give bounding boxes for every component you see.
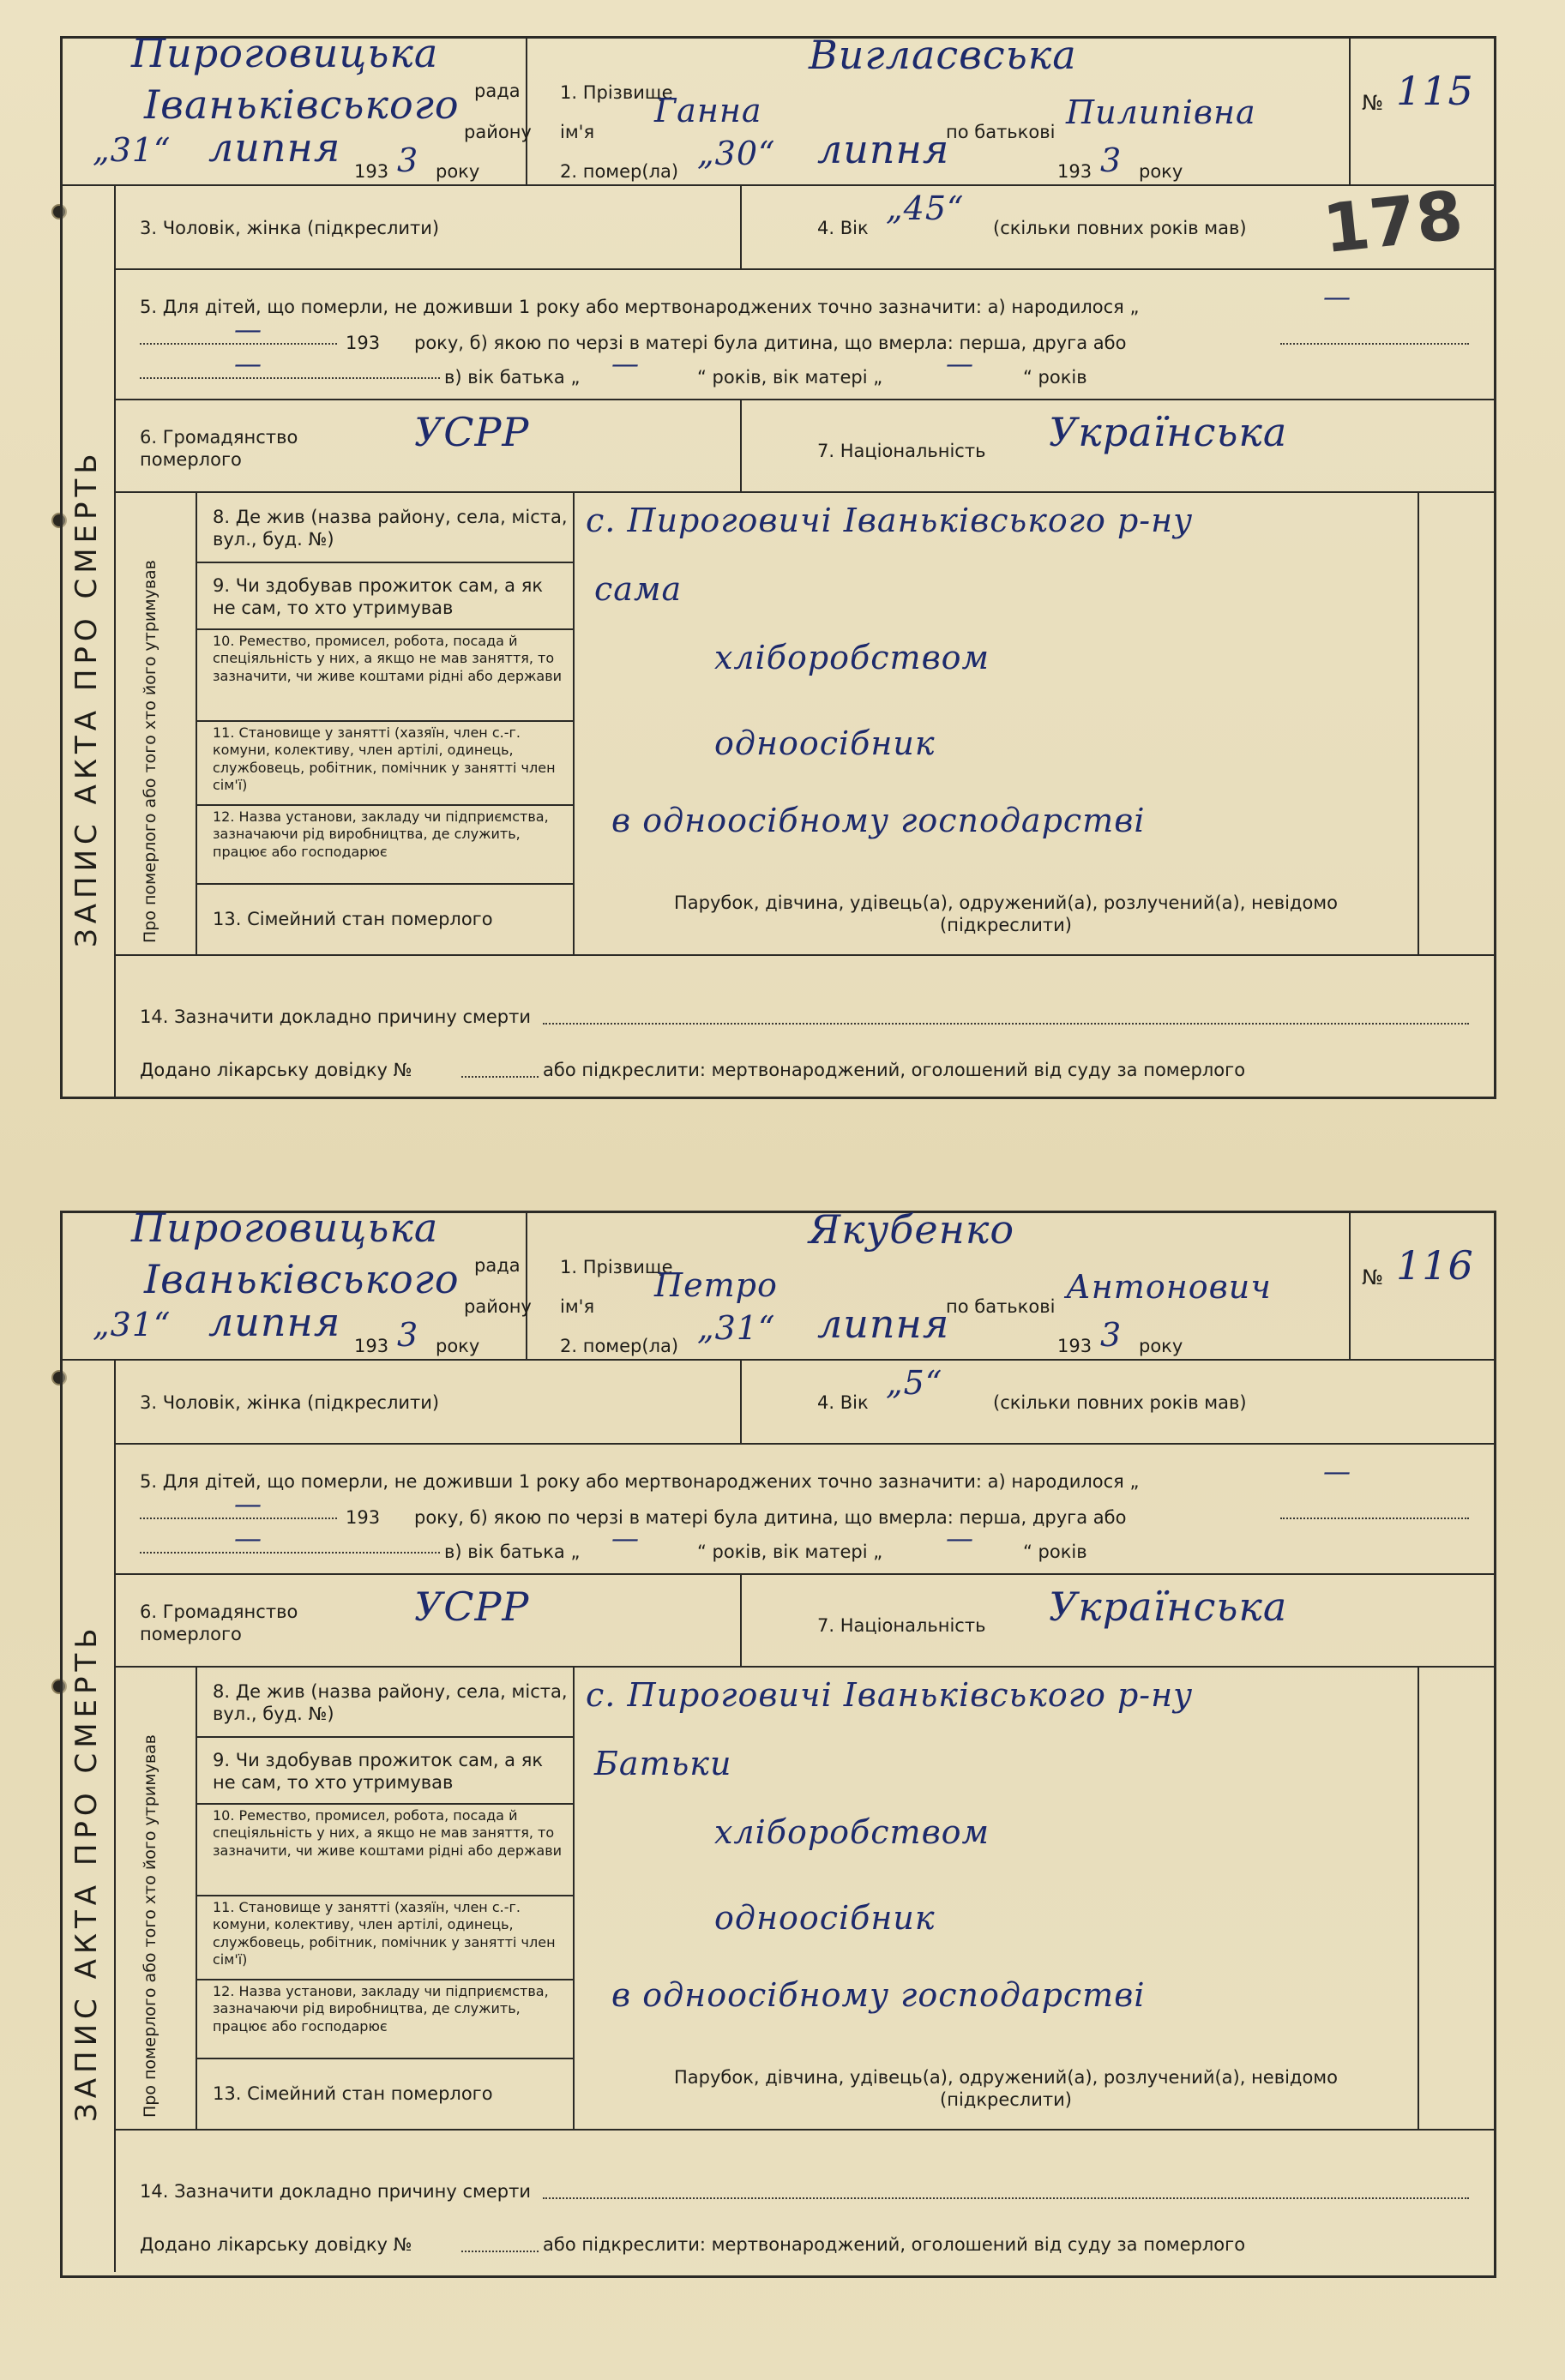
workplace-value: в одноосібному господарстві xyxy=(611,1976,1146,2014)
q4-age-suffix: (скільки повних років мав) xyxy=(993,218,1247,238)
age-value: „5“ xyxy=(886,1364,943,1402)
q9-livelihood-label: 9. Чи здобував прожиток сам, а як не сам, то хто утримував xyxy=(213,575,544,619)
record-number-label: № xyxy=(1362,91,1383,115)
q8-residence-label: 8. Де жив (назва району, села, міста, вул., буд. №) xyxy=(213,1681,568,1725)
side-title: ЗАПИС АКТА ПРО СМЕРТЬ xyxy=(69,1623,104,2122)
registration-year-digit: 3 xyxy=(397,141,419,179)
death-month: липня xyxy=(817,126,950,172)
q5-mother-age-dash: — xyxy=(946,1522,974,1554)
q5-line2-text: року, б) якою по черзі в матері була дитина, що вмерла: перша, друга або xyxy=(414,333,1127,353)
patronymic-value: Пилипівна xyxy=(1066,93,1256,131)
name-label: ім'я xyxy=(560,122,595,142)
q7-nationality-label: 7. Національність xyxy=(817,441,986,461)
registration-month: липня xyxy=(208,124,341,171)
district-name: Іваньківського xyxy=(144,1256,460,1302)
q4-age-suffix: (скільки повних років мав) xyxy=(993,1392,1247,1413)
surname-value: Вигласвська xyxy=(809,32,1077,78)
registration-year-suffix: року xyxy=(436,161,480,182)
council-suffix: рада xyxy=(474,81,521,101)
registration-month: липня xyxy=(208,1299,341,1345)
q5-mother-age-dash: — xyxy=(946,347,974,380)
patronymic-label: по батькові xyxy=(946,122,1056,142)
q12-workplace-label: 12. Назва установи, закладу чи підприємства, зазначаючи рід виробництва, де служить, працює або господарює xyxy=(213,1983,549,2034)
position-value: одноосібник xyxy=(714,1899,936,1937)
q9-livelihood-label: 9. Чи здобував прожиток сам, а як не сам, то хто утримував xyxy=(213,1750,544,1794)
q4-age-prefix: 4. Вік xyxy=(817,1392,869,1413)
district-name: Іваньківського xyxy=(144,81,460,128)
pencil-mark: 178 xyxy=(1319,177,1467,269)
marital-options: Парубок, дівчина, удівець(а), одружений(а), розлучений(а), невідомо (підкреслити) xyxy=(673,2067,1338,2111)
q3-sex-label: 3. Чоловік, жінка (підкреслити) xyxy=(140,1392,440,1413)
nationality-value: Українська xyxy=(1049,1584,1288,1630)
death-year-digit: 3 xyxy=(1100,141,1123,179)
q11-position-label: 11. Становище у заняттi (хазяїн, член с.-г. комуни, колективу, член артілі, одинець, службовець, робітник, помічник у заняттi член сім'ї) xyxy=(213,724,556,794)
livelihood-value: Батьки xyxy=(594,1745,732,1782)
record-number-label: № xyxy=(1362,1265,1383,1289)
position-value: одноосібник xyxy=(714,724,936,762)
registration-day: „31“ xyxy=(93,1306,172,1343)
age-value: „45“ xyxy=(886,189,965,227)
patronymic-value: Антонович xyxy=(1066,1268,1272,1306)
district-suffix: району xyxy=(464,1296,532,1317)
side-subtitle: Про померлого або того хто його утримував xyxy=(141,1734,160,2118)
death-record-form-2 xyxy=(60,1205,1496,2278)
district-suffix: району xyxy=(464,122,532,142)
q11-position-label: 11. Становище у заняттi (хазяїн, член с.-г. комуни, колективу, член артілі, одинець, службовець, робітник, помічник у заняттi член сім'ї) xyxy=(213,1899,556,1968)
side-subtitle: Про померлого або того хто його утримував xyxy=(141,560,160,943)
death-year-prefix: 193 xyxy=(1057,161,1092,182)
surname-label: 1. Прізвище xyxy=(560,1257,673,1277)
q12-workplace-label: 12. Назва установи, закладу чи підприємства, зазначаючи рід виробництва, де служить, працює або господарює xyxy=(213,808,549,860)
registration-year-suffix: року xyxy=(436,1336,480,1356)
surname-label: 1. Прізвище xyxy=(560,82,673,103)
record-number: 115 xyxy=(1396,68,1474,114)
q5-mother-age-label: “ років, вік матері „ xyxy=(697,1542,883,1562)
death-date-label: 2. помер(ла) xyxy=(560,1336,679,1356)
council-name: Пироговицька xyxy=(131,1205,439,1251)
q5-line2-year: 193 xyxy=(346,1507,381,1528)
citizenship-value: УСРР xyxy=(414,409,530,455)
q13-marital-label: 13. Сімейний стан померлого xyxy=(213,2083,493,2104)
death-year-suffix: року xyxy=(1139,161,1183,182)
q5-father-age-label: в) вік батька „ xyxy=(444,367,581,388)
q5-line1: 5. Для дітей, що померли, не доживши 1 року або мертвонароджених точно зазначити: а) народилося „ xyxy=(140,297,1140,317)
death-year-suffix: року xyxy=(1139,1336,1183,1356)
q5-mother-age-label: “ років, вік матері „ xyxy=(697,367,883,388)
q5-order-dash: — xyxy=(234,1522,262,1554)
registration-day: „31“ xyxy=(93,131,172,169)
q3-sex-label: 3. Чоловік, жінка (підкреслити) xyxy=(140,218,440,238)
name-label: ім'я xyxy=(560,1296,595,1317)
death-day: „30“ xyxy=(697,135,776,172)
name-value: Петро xyxy=(654,1266,778,1304)
residence-value: с. Пироговичі Іваньківського р-ну xyxy=(586,1676,1194,1714)
marital-options: Парубок, дівчина, удівець(а), одружений(а), розлучений(а), невідомо (підкреслити) xyxy=(673,892,1338,936)
death-date-label: 2. помер(ла) xyxy=(560,161,679,182)
q8-residence-label: 8. Де жив (назва району, села, міста, вул., буд. №) xyxy=(213,507,568,550)
q10-occupation-label: 10. Ремество, промисел, робота, посада й спеціяльність у них, а якщо не мав заняття, то зазначити, чи живе коштами рідні або держави xyxy=(213,1807,563,1859)
occupation-value: хліборобством xyxy=(714,639,990,676)
q5-mother-age-suffix: “ років xyxy=(1023,1542,1087,1562)
death-year-digit: 3 xyxy=(1100,1316,1123,1354)
q5-mother-age-suffix: “ років xyxy=(1023,367,1087,388)
livelihood-value: сама xyxy=(594,570,683,608)
death-month: липня xyxy=(817,1301,950,1347)
residence-value: с. Пироговичі Іваньківського р-ну xyxy=(586,502,1194,539)
death-day: „31“ xyxy=(697,1309,776,1347)
q5-birth-dash: — xyxy=(1323,280,1351,313)
q5-father-age-label: в) вік батька „ xyxy=(444,1542,581,1562)
q6-citizenship-label: 6. Громадянство померлого xyxy=(140,427,298,471)
q10-occupation-label: 10. Ремество, промисел, робота, посада й спеціяльність у них, а якщо не мав заняття, то зазначити, чи живе коштами рідні або держави xyxy=(213,633,563,684)
record-number: 116 xyxy=(1396,1242,1474,1289)
surname-value: Якубенко xyxy=(809,1206,1015,1253)
q14-cause-label: 14. Зазначити докладно причину смерти xyxy=(140,2181,532,2202)
name-value: Ганна xyxy=(654,92,762,129)
q4-age-prefix: 4. Вік xyxy=(817,218,869,238)
footer-certificate-label: Додано лікарську довідку № xyxy=(140,2234,412,2255)
q5-birth-dash: — xyxy=(1323,1455,1351,1488)
nationality-value: Українська xyxy=(1049,409,1288,455)
q5-father-age-dash: — xyxy=(611,347,640,380)
occupation-value: хліборобством xyxy=(714,1813,990,1851)
q5-year-dash: — xyxy=(234,313,262,346)
side-title: ЗАПИС АКТА ПРО СМЕРТЬ xyxy=(69,448,104,947)
q5-order-dash: — xyxy=(234,347,262,380)
footer-options: або підкреслити: мертвонароджений, оголошений від суду за померлого xyxy=(543,1060,1246,1080)
registration-year-digit: 3 xyxy=(397,1316,419,1354)
council-suffix: рада xyxy=(474,1255,521,1276)
footer-options: або підкреслити: мертвонароджений, оголошений від суду за померлого xyxy=(543,2234,1246,2255)
registration-year-prefix: 193 xyxy=(354,1336,389,1356)
registration-year-prefix: 193 xyxy=(354,161,389,182)
workplace-value: в одноосібному господарстві xyxy=(611,802,1146,839)
q6-citizenship-label: 6. Громадянство померлого xyxy=(140,1602,298,1645)
patronymic-label: по батькові xyxy=(946,1296,1056,1317)
q5-line2-year: 193 xyxy=(346,333,381,353)
q5-line2-text: року, б) якою по черзі в матері була дитина, що вмерла: перша, друга або xyxy=(414,1507,1127,1528)
citizenship-value: УСРР xyxy=(414,1584,530,1630)
q7-nationality-label: 7. Національність xyxy=(817,1615,986,1636)
q13-marital-label: 13. Сімейний стан померлого xyxy=(213,909,493,929)
council-name: Пироговицька xyxy=(131,30,439,76)
q5-father-age-dash: — xyxy=(611,1522,640,1554)
q14-cause-label: 14. Зазначити докладно причину смерти xyxy=(140,1007,532,1027)
footer-certificate-label: Додано лікарську довідку № xyxy=(140,1060,412,1080)
death-year-prefix: 193 xyxy=(1057,1336,1092,1356)
death-record-form-1 xyxy=(60,30,1496,1099)
q5-line1: 5. Для дітей, що померли, не доживши 1 року або мертвонароджених точно зазначити: а) народилося „ xyxy=(140,1471,1140,1492)
q5-year-dash: — xyxy=(234,1488,262,1520)
